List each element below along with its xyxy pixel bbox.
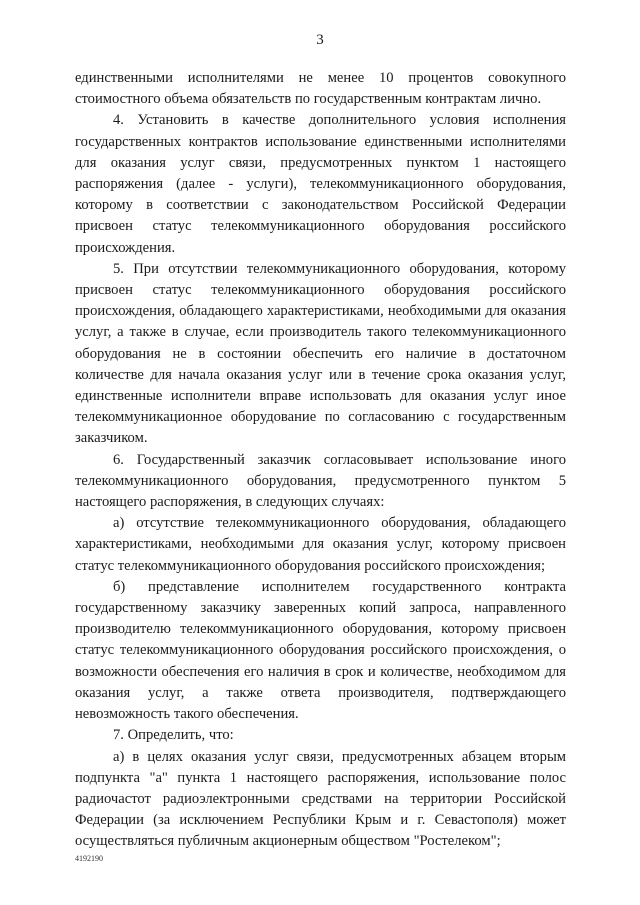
paragraph-item-5: 5. При отсутствии телекоммуникационного оборудования, которому присвоен статус телекоммуникационного оборудования российского происхождения, обладающего характеристиками, необходимыми для оказания услуг, а также в случае, если производитель такого телекоммуникационного оборудования не в состоянии обеспечить его наличие в достаточном количестве для начала оказания услуг или в течение срока оказания услуг, единственные исполнители вправе использовать для оказания услуг иное телекоммуникационное оборудование по согласованию с государственным заказчиком. — [75, 260, 566, 447]
paragraph-item-7: 7. Определить, что: — [113, 727, 234, 744]
paragraph-item-4: 4. Установить в качестве дополнительного условия исполнения государственных контрактов использование единственными исполнителями для оказания услуг связи, предусмотренных пунктом 1 настоящего распоряжения (далее - услуги), телекоммуникационного оборудования, которому в соответствии с законодательством Российской Федерации присвоен статус телекоммуникационного оборудования российского происхождения. — [75, 112, 566, 256]
page-number: 3 — [316, 32, 324, 48]
paragraph-item-6b: б) представление исполнителем государственного контракта государственному заказчику заверенных копий запроса, направленного производителю телекоммуникационного оборудования, которому присвоен статус телекоммуникационного оборудования российского происхождения, о возможности обеспечения его наличия в срок и количестве, необходимом для оказания услуг, а также ответа производителя, подтверждающего невозможность такого обеспечения. — [75, 578, 566, 723]
document-code: 4192190 — [75, 854, 103, 863]
document-body — [75, 68, 566, 853]
paragraph-item-6: 6. Государственный заказчик согласовывает использование иного телекоммуникационного оборудования, предусмотренного пунктом 5 настоящего распоряжения, в следующих случаях: — [75, 451, 566, 511]
paragraph-item-7a: а) в целях оказания услуг связи, предусмотренных абзацем вторым подпункта "а" пункта 1 настоящего распоряжения, использование полос радиочастот радиоэлектронными средствами на территории Российской Федерации (за исключением Республики Крым и г. Севастополя) может осуществляться публичным акционерным обществом "Ростелеком"; — [75, 748, 566, 850]
paragraph-continuation: единственными исполнителями не менее 10 процентов совокупного стоимостного объема обязательств по государственным контрактам лично. — [75, 70, 566, 108]
paragraph-item-6a: а) отсутствие телекоммуникационного оборудования, обладающего характеристиками, необходимыми для оказания услуг, которому присвоен статус телекоммуникационного оборудования российского происхождения; — [75, 515, 566, 574]
